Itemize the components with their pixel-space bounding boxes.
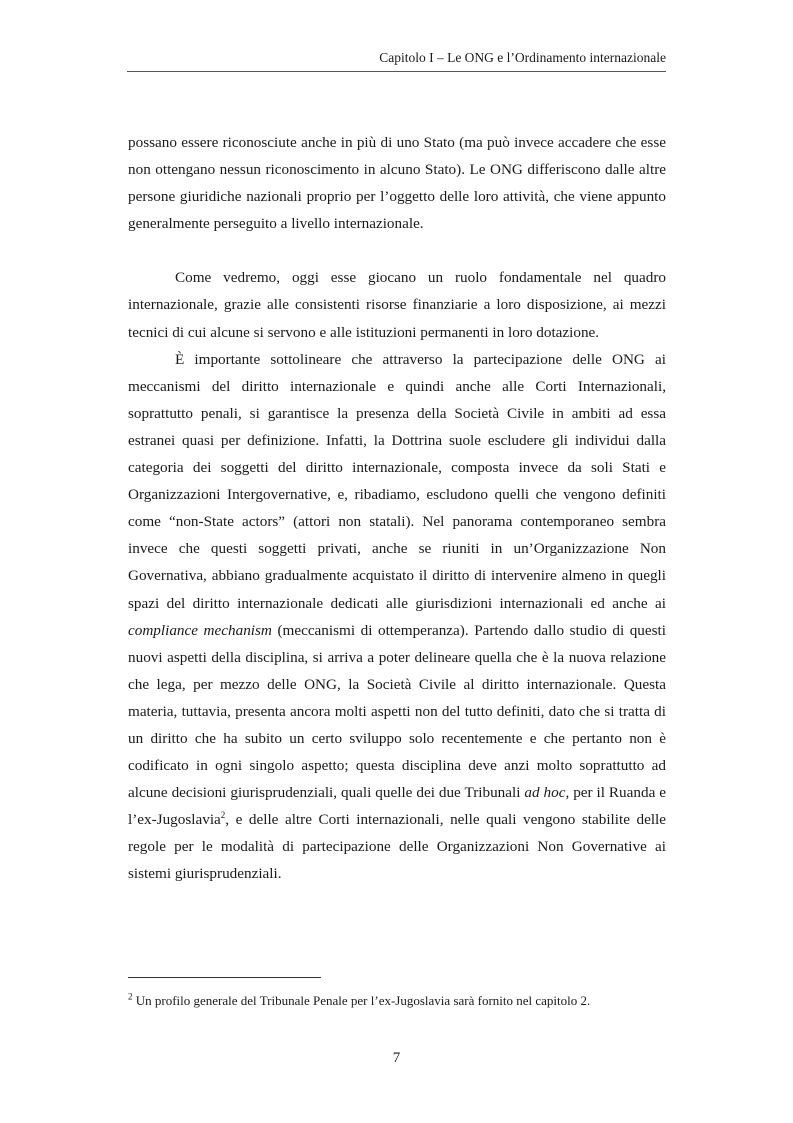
page-number: 7 <box>392 1050 401 1066</box>
body-text <box>128 129 666 888</box>
running-header: Capitolo I – Le ONG e l’Ordinamento internazionale <box>379 50 666 65</box>
footnote-text: Un profilo generale del Tribunale Penale per l’ex-Jugoslavia sarà fornito nel capitolo 2. <box>132 993 591 1008</box>
footnote-reference[interactable]: 2 <box>220 810 226 821</box>
paragraph-3 <box>128 346 666 888</box>
paragraph-3-text-1: È importante sottolineare che attraverso la partecipazione delle ONG ai meccanismi del diritto internazionale e quindi anche alle Corti Internazionali, soprattutto penali, si garantisce la presenza della Società Civile in ambiti ad essa estranei quasi per definizione. Infatti, la Dottrina suole escludere gli individui dalla categoria dei soggetti del diritto internazionale, composta invece da soli Stati e Organizzazioni Intergovernative, e, ribadiamo, escludono quelli che vengono definiti come “non-State actors” (attori non statali). Nel panorama contemporaneo sembra invece che questi soggetti privati, anche se riuniti in un’Organizzazione Non Governativa, abbiano gradualmente acquistato il diritto di intervenire almeno in quegli spazi del diritto internazionale dedicati alle giurisdizioni internazionali ed anche ai <box>128 350 666 612</box>
paragraph-3-text-3: , per il Ruanda e l’ex-Jugoslavia <box>128 784 666 829</box>
paragraph-1: possano essere riconosciute anche in più di uno Stato (ma può invece accadere che esse non ottengano nessun riconoscimento in alcuno Stato). Le ONG differiscono dalle altre persone giuridiche nazionali proprio per l’oggetto delle loro attività, che viene appunto generalmente perseguito a livello internazionale. <box>128 134 666 233</box>
footnote <box>128 992 666 1010</box>
paragraph-2: Come vedremo, oggi esse giocano un ruolo fondamentale nel quadro internazionale, grazie alle consistenti risorse finanziarie a loro disposizione, ai mezzi tecnici di cui alcune si servono e alle istituzioni permanenti in loro dotazione. <box>128 269 666 341</box>
term-compliance-mechanism: compliance mechanism <box>128 621 272 639</box>
term-ad-hoc: ad hoc <box>524 784 566 802</box>
header-rule <box>127 71 666 72</box>
footnote-rule <box>128 977 321 978</box>
footnote-number: 2 <box>128 991 133 1002</box>
paragraph-3-text-4: , e delle altre Corti internazionali, nelle quali vengono stabilite delle regole per le modalità di partecipazione delle Organizzazioni Non Governative ai sistemi giurisprudenziali. <box>128 811 666 883</box>
paragraph-3-text-2: (meccanismi di ottemperanza). Partendo dallo studio di questi nuovi aspetti della disciplina, si arriva a poter delineare quella che è la nuova relazione che lega, per mezzo delle ONG, la Società Civile al diritto internazionale. Questa materia, tuttavia, presenta ancora molti aspetti non del tutto definiti, dato che si tratta di un diritto che ha subito un certo sviluppo solo recentemente e che pertanto non è codificato in ogni singolo aspetto; questa disciplina deve anzi molto soprattutto ad alcune decisioni giurisprudenziali, quali quelle dei due Tribunali <box>128 621 666 802</box>
